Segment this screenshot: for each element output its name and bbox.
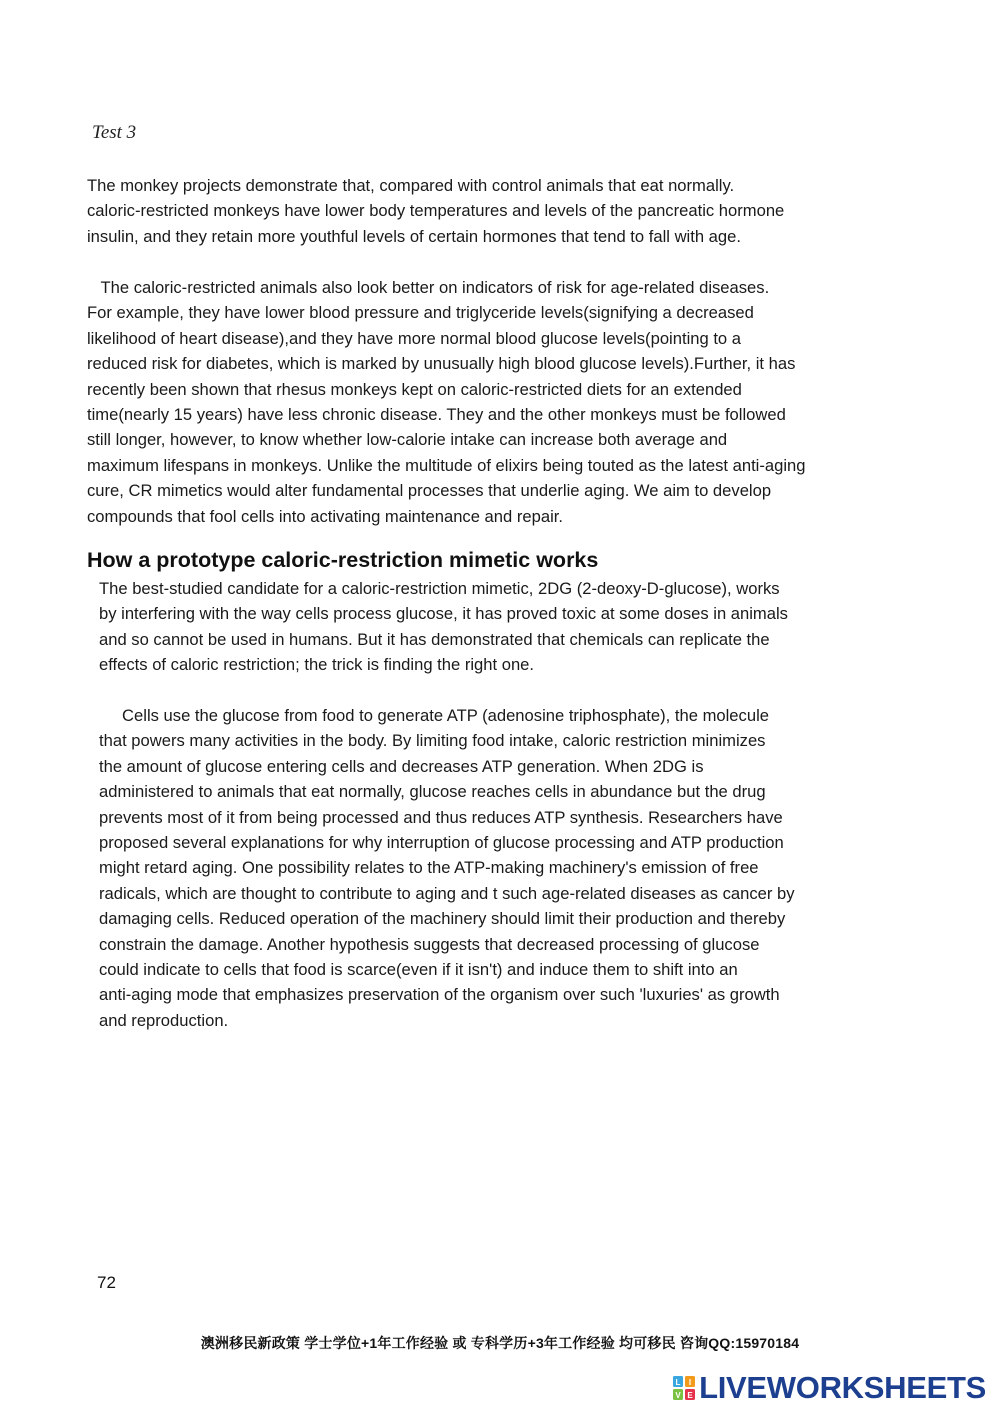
text-line: cure, CR mimetics would alter fundamental processes that underlie aging. We aim to develop — [87, 481, 772, 501]
text-line: caloric-restricted monkeys have lower body temperatures and levels of the pancreatic hormone — [87, 201, 785, 221]
text-line: likelihood of heart disease),and they have more normal blood glucose levels(pointing to a — [87, 328, 742, 348]
paragraph-3 — [99, 576, 788, 678]
text-line: still longer, however, to know whether low-calorie intake can increase both average and — [87, 430, 728, 450]
text-line: prevents most of it from being processed and thus reduces ATP synthesis. Researchers have — [99, 807, 783, 827]
text-line: and so cannot be used in humans. But it has demonstrated that chemicals can replicate the — [99, 629, 770, 649]
text-line: recently been shown that rhesus monkeys kept on caloric-restricted diets for an extended — [87, 379, 742, 399]
text-line: maximum lifespans in monkeys. Unlike the multitude of elixirs being touted as the latest anti-aging — [87, 455, 806, 475]
text-line: radicals, which are thought to contribute to aging and t such age-related diseases as cancer by — [99, 883, 795, 903]
page-number: 72 — [97, 1273, 116, 1292]
text-line: The monkey projects demonstrate that, compared with control animals that eat normally. — [87, 176, 735, 195]
text-line: administered to animals that eat normally, glucose reaches cells in abundance but the drug — [99, 782, 766, 802]
svg-text:L: L — [675, 1378, 681, 1387]
text-line: For example, they have lower blood pressure and triglyceride levels(signifying a decreased — [87, 303, 754, 323]
test-label: Test 3 — [92, 122, 137, 143]
text-line: time(nearly 15 years) have less chronic disease. They and the other monkeys must be followed — [87, 405, 786, 425]
text-line: reduced risk for diabetes, which is marked by unusually high blood glucose levels).Further, it has — [87, 354, 796, 374]
svg-text:V: V — [675, 1391, 681, 1400]
paragraph-1 — [87, 173, 784, 249]
text-line: compounds that fool cells into activating maintenance and repair. — [87, 506, 563, 526]
liveworksheets-brand[interactable] — [673, 1370, 986, 1406]
text-line: insulin, and they retain more youthful levels of certain hormones that tend to fall with age. — [87, 226, 741, 246]
text-line: damaging cells. Reduced operation of the machinery should limit their production and thereby — [99, 909, 786, 929]
text-line: effects of caloric restriction; the trick is finding the right one. — [99, 655, 535, 675]
liveworksheets-logo-icon — [673, 1376, 695, 1400]
brand-name: LIVEWORKSHEETS — [699, 1370, 986, 1405]
svg-text:I: I — [688, 1378, 692, 1387]
text-line: proposed several explanations for why interruption of glucose processing and ATP production — [99, 833, 784, 853]
svg-text:E: E — [687, 1391, 693, 1400]
footer-advertisement: 澳洲移民新政策 学士学位+1年工作经验 或 专科学历+3年工作经验 均可移民 咨询QQ:15970184 — [200, 1335, 800, 1351]
paragraph-4 — [99, 703, 795, 1033]
text-line: by interfering with the way cells process glucose, it has proved toxic at some doses in animals — [99, 604, 788, 624]
text-line: constrain the damage. Another hypothesis suggests that decreased processing of glucose — [99, 934, 760, 954]
text-line: could indicate to cells that food is scarce(even if it isn't) and induce them to shift into an — [99, 960, 738, 980]
text-line: The caloric-restricted animals also look better on indicators of risk for age-related diseases. — [87, 278, 770, 297]
text-line: anti-aging mode that emphasizes preservation of the organism over such 'luxuries' as growth — [99, 985, 780, 1005]
section-heading: How a prototype caloric-restriction mimetic works — [87, 548, 599, 572]
text-line: and reproduction. — [99, 1010, 229, 1030]
text-line: the amount of glucose entering cells and decreases ATP generation. When 2DG is — [99, 756, 704, 776]
text-line: that powers many activities in the body. By limiting food intake, caloric restriction minimizes — [99, 731, 766, 751]
text-line: The best-studied candidate for a caloric-restriction mimetic, 2DG (2-deoxy-D-glucose), works — [99, 579, 780, 598]
text-line: Cells use the glucose from food to generate ATP (adenosine triphosphate), the molecule — [99, 706, 769, 725]
paragraph-2 — [87, 275, 806, 529]
text-line: might retard aging. One possibility relates to the ATP-making machinery's emission of free — [99, 858, 759, 878]
